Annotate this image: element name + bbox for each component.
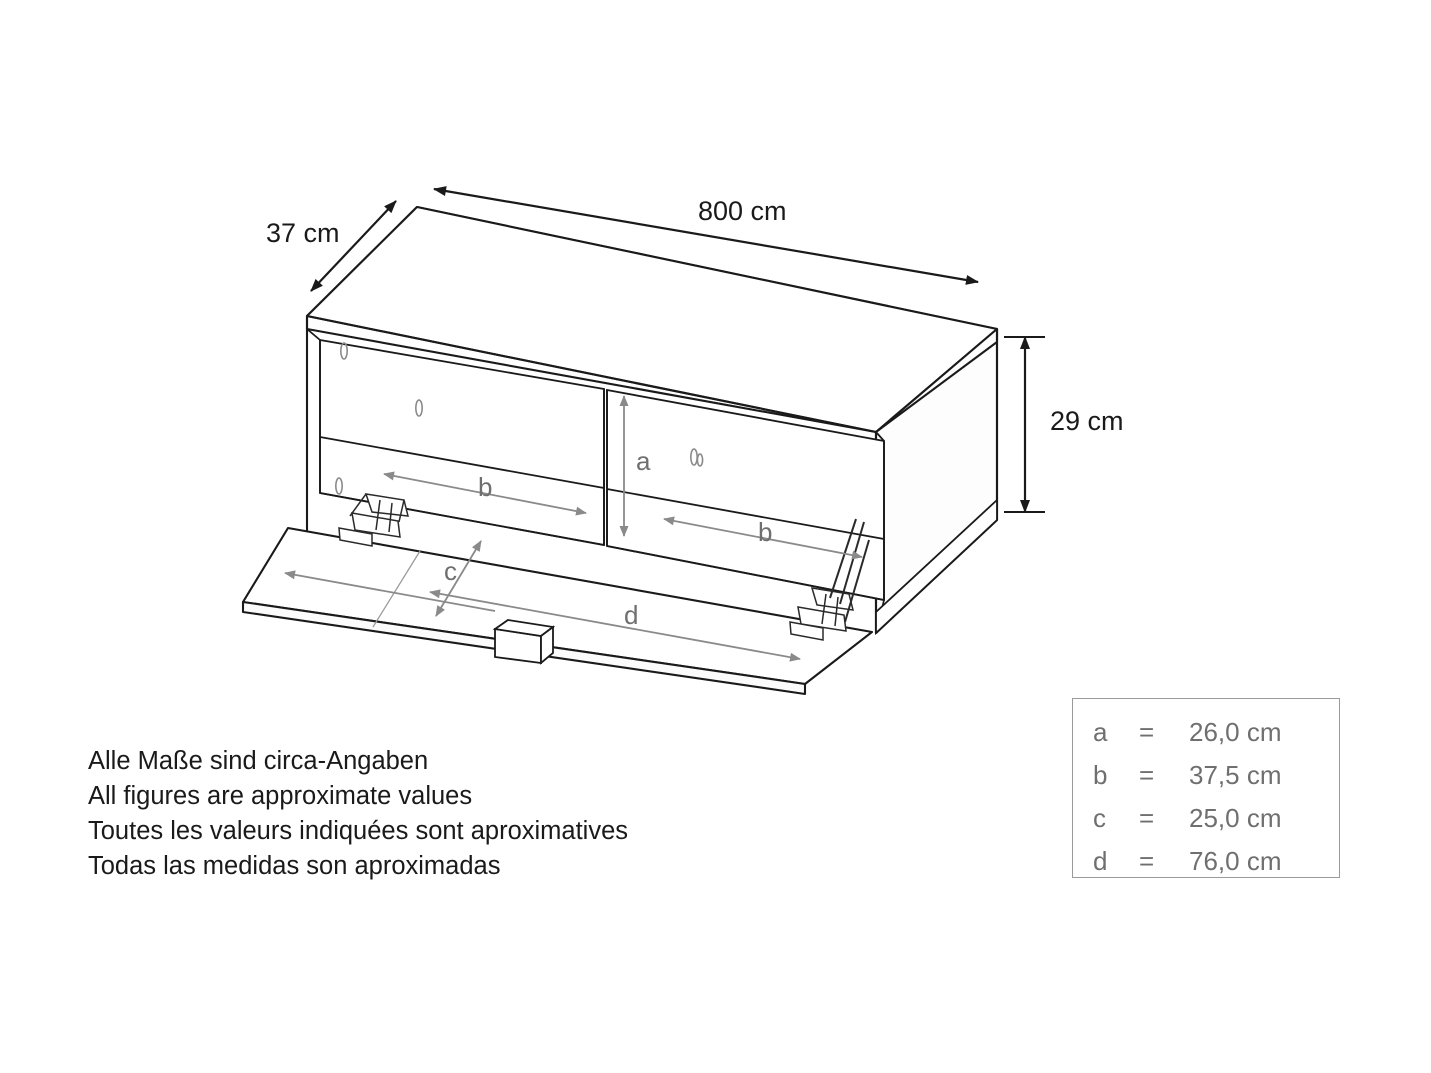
legend-symbol: a: [1093, 717, 1108, 747]
legend-value: 37,5 cm: [1189, 760, 1282, 790]
inner-label-a: a: [636, 446, 651, 476]
legend-box: [1072, 698, 1340, 878]
legend-table: [1093, 711, 1282, 883]
inner-label-b-left: b: [478, 472, 493, 502]
inner-label-d: d: [624, 600, 639, 630]
dimension-height-label: 29 cm: [1050, 406, 1124, 436]
note-fr: Toutes les valeurs indiquées sont aproximatives: [88, 817, 629, 845]
dimension-depth-label: 37 cm: [266, 218, 340, 248]
door-handle: [495, 620, 553, 663]
inner-label-c: c: [444, 556, 457, 586]
legend-symbol: b: [1093, 760, 1108, 790]
approximate-values-notes: [88, 744, 628, 884]
legend-value: 76,0 cm: [1189, 846, 1282, 876]
legend-value: 26,0 cm: [1189, 717, 1282, 747]
legend-value: 25,0 cm: [1189, 803, 1282, 833]
legend-row: [1093, 797, 1282, 840]
legend-symbol: c: [1093, 803, 1106, 833]
legend-row: [1093, 711, 1282, 754]
legend-equals: =: [1139, 760, 1155, 790]
legend-equals: =: [1139, 717, 1155, 747]
legend-equals: =: [1139, 803, 1155, 833]
note-es: Todas las medidas son aproximadas: [88, 852, 501, 880]
dimension-width-label: 800 cm: [698, 196, 787, 226]
legend-equals: =: [1139, 846, 1155, 876]
inner-label-b-right: b: [758, 517, 773, 547]
note-en: All figures are approximate values: [88, 782, 473, 810]
legend-row: [1093, 754, 1282, 797]
legend-symbol: d: [1093, 846, 1108, 876]
note-de: Alle Maße sind circa-Angaben: [88, 747, 429, 775]
legend-row: [1093, 840, 1282, 883]
dimension-height: [1004, 337, 1045, 512]
